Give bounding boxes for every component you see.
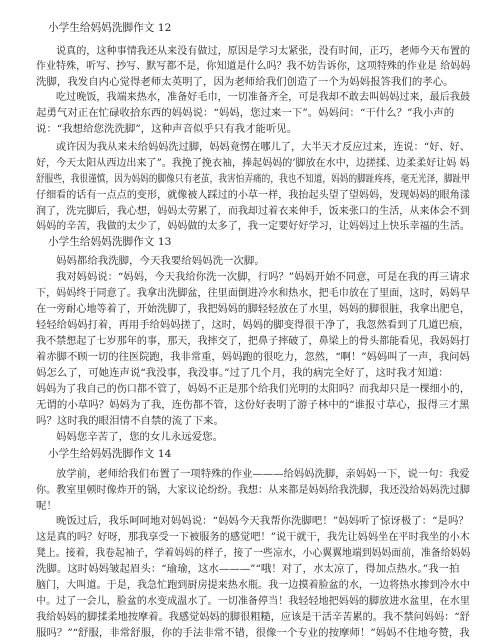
section-heading: 小学生给妈妈洗脚作文 12 [48, 22, 172, 34]
section-heading: 小学生给妈妈洗脚作文 14 [48, 448, 172, 460]
paragraph-line: 轻轻给妈妈打着，再用手给妈妈搓了，这时，妈妈的脚变得很干净了，我忽然看到了几道巴痕， [36, 319, 470, 331]
paragraph-line: 无谓的小草吗？妈妈为了我，连伤都不管，这份好表明了游子林中的“谁报寸草心，报得三才黑 [36, 399, 470, 411]
paragraph-line: 作业特殊，听写、抄写、默写都不是，你知道是什么吗？我不妨告诉你，这项特殊的作业是 给妈妈 [36, 60, 471, 72]
paragraph-line: 好，今天太阳从西边出来了”。我挽了挽衣袖，捧起妈妈的’脚放在水中，边搓揉、边柔柔好让妈 妈 [36, 157, 470, 169]
paragraph-line: 我给妈妈的脚揉柔地按摩着。我感觉妈妈的脚很粗糙，应该是干活辛苦累的。我不禁问妈妈：“舒 [36, 611, 470, 623]
paragraph-line: 吗？这时我的眼泪情不自禁的流了下来。 [36, 415, 224, 427]
paragraph-line: 润了，洗完脚后，我心想，妈妈太劳累了，而我却过着衣来伸手，饭来张口的生活，从来体会不到 [36, 205, 470, 217]
paragraph-line: 下，妈妈终于同意了。我拿出洗脚盆，往里面倒进冷水和热水，把毛巾放在了里面，这时，妈妈早 [36, 287, 470, 299]
paragraph-line: 我不禁想起了七岁那年的事，那天，我摔交了，把鼻子摔破了，鼻梁上的骨头都能看见，我妈妈打 [36, 335, 470, 347]
paragraph-line: 妈妈的辛苦，我做的太少了，妈妈做的太多了，我一定要好好学习，让妈妈过上快乐幸福的生活。 [36, 220, 470, 232]
paragraph-line: 仔细看的话有一点点的变形，就像被人踩过的小草一样，我抬起头望了望妈妈，发现妈妈的眼角漾 [36, 189, 470, 201]
paragraph-line: 脑门，大叫道。于是，我急忙跑到厨房提来热水瓶。我一边摸着脸盆的水，一边将热水掺到冷水中 [36, 579, 470, 591]
paragraph-first-line: 说真的，这种事情我还从来没有做过，原因是学习太紧张，没有时间，正巧，老师今天布置的 [56, 45, 471, 57]
paragraph-line: 妈妈为了我自己的伤口都不管了，妈妈不正是那个给我们光明的太阳吗？而我却只是一棵细小的， [36, 383, 470, 395]
paragraph-first-line: 妈妈您辛苦了，您的女儿永远爱您。 [56, 431, 224, 443]
paragraph-line: 你。教室里顿时像炸开的锅，大家议论纷纷。我想：从来都是妈妈给我洗脚，我还没给妈妈洗过脚 [36, 484, 470, 496]
paragraph-line: 洗脚。这时妈妈皱起眉头：“瑜瑜，这水———”“哦！对了，水太凉了，得加点热水。”我一拍 [36, 563, 460, 575]
paragraph-first-line: 放学前，老师给我们布置了一项特殊的作业———给妈妈洗脚，亲妈妈一下，说一句：我爱 [56, 468, 470, 480]
paragraph-line: 凳上。接着，我卷起袖子，学着妈妈的样子，接了一些凉水，小心翼翼地端到妈妈面前，准备给妈妈 [36, 547, 471, 559]
paragraph-line: 服吗？”“舒服，非常舒服，你的手法非常不错，很像一个专业的按摩师！”妈妈不住地夸赞，我 [36, 627, 470, 639]
paragraph-line: 舒服些，我很谨慎，因为妈妈的脚像只有老茧，我害怕弄痛的，我也不知道，妈妈的脚趾疼疼，毫无光泽，脚趾甲 [36, 173, 471, 185]
paragraph-line: 这是真的吗？好呀，那我享受一下被服务的感觉吧！”说干就干，我先让妈妈坐在平时我坐的小木 [36, 531, 470, 543]
paragraph-line: 洗脚，我发自内心觉得老师太英明了，因为老师给我们创造了一个为妈妈报答我们的孝心。 [36, 76, 454, 88]
paragraph-first-line: 或许因为我从来未给妈妈洗过脚，妈妈竟愣在哪儿了，大半天才反应过来，连说：“好、好、 [56, 141, 470, 153]
paragraph-first-line: 妈妈都给我洗脚，今天我要给妈妈洗一次脚。 [56, 255, 265, 267]
paragraph-line: 妈怎么了，可她连声说“我没事，我没事。”过了几个月，我的病完全好了，这时我才知道： [36, 367, 449, 379]
paragraph-line: 呢！ [36, 500, 57, 512]
paragraph-first-line: 晚饭过后，我乐呵呵地对妈妈说：“妈妈今天我帮你洗脚吧！”妈妈听了惊讶极了：“是吗？ [56, 515, 469, 527]
paragraph-line: 说：“我想给您洗洗脚”，这种声音似乎只有我才能听见。 [36, 123, 298, 135]
paragraph-line: 起勇气对正在忙碌收拾东西的妈妈说：“妈妈，您过来一下”。妈妈问：“干什么？”我小声的 [36, 107, 455, 119]
paragraph-first-line: 我对妈妈说：“妈妈，今天我给你洗一次脚，行吗？”妈妈开始不同意，可是在我的再三请求 [56, 271, 470, 283]
paragraph-line: 在一旁耐心地等着了，开始洗脚了，我把妈妈的脚轻轻放在了水里，妈妈的脚很脏，我拿出肥皂， [36, 303, 470, 315]
paragraph-line: 中。过了一会儿，脸盆的水变成温水了。一切准备停当！我轻轻地把妈妈的脚放进水盆里，在水里 [36, 595, 470, 607]
paragraph-first-line: 吃过晚饭，我端来热水，准备好毛巾，一切准备齐全，可是我却不敢去叫妈妈过来，最后我鼓 [56, 91, 471, 103]
section-heading: 小学生给妈妈洗脚作文 13 [48, 236, 172, 248]
paragraph-line: 着赤脚不顾一切的往医院跑，我非常重，妈妈跑的很吃力，忽然，“啊！”妈妈叫了一声，我问妈 [36, 351, 470, 363]
